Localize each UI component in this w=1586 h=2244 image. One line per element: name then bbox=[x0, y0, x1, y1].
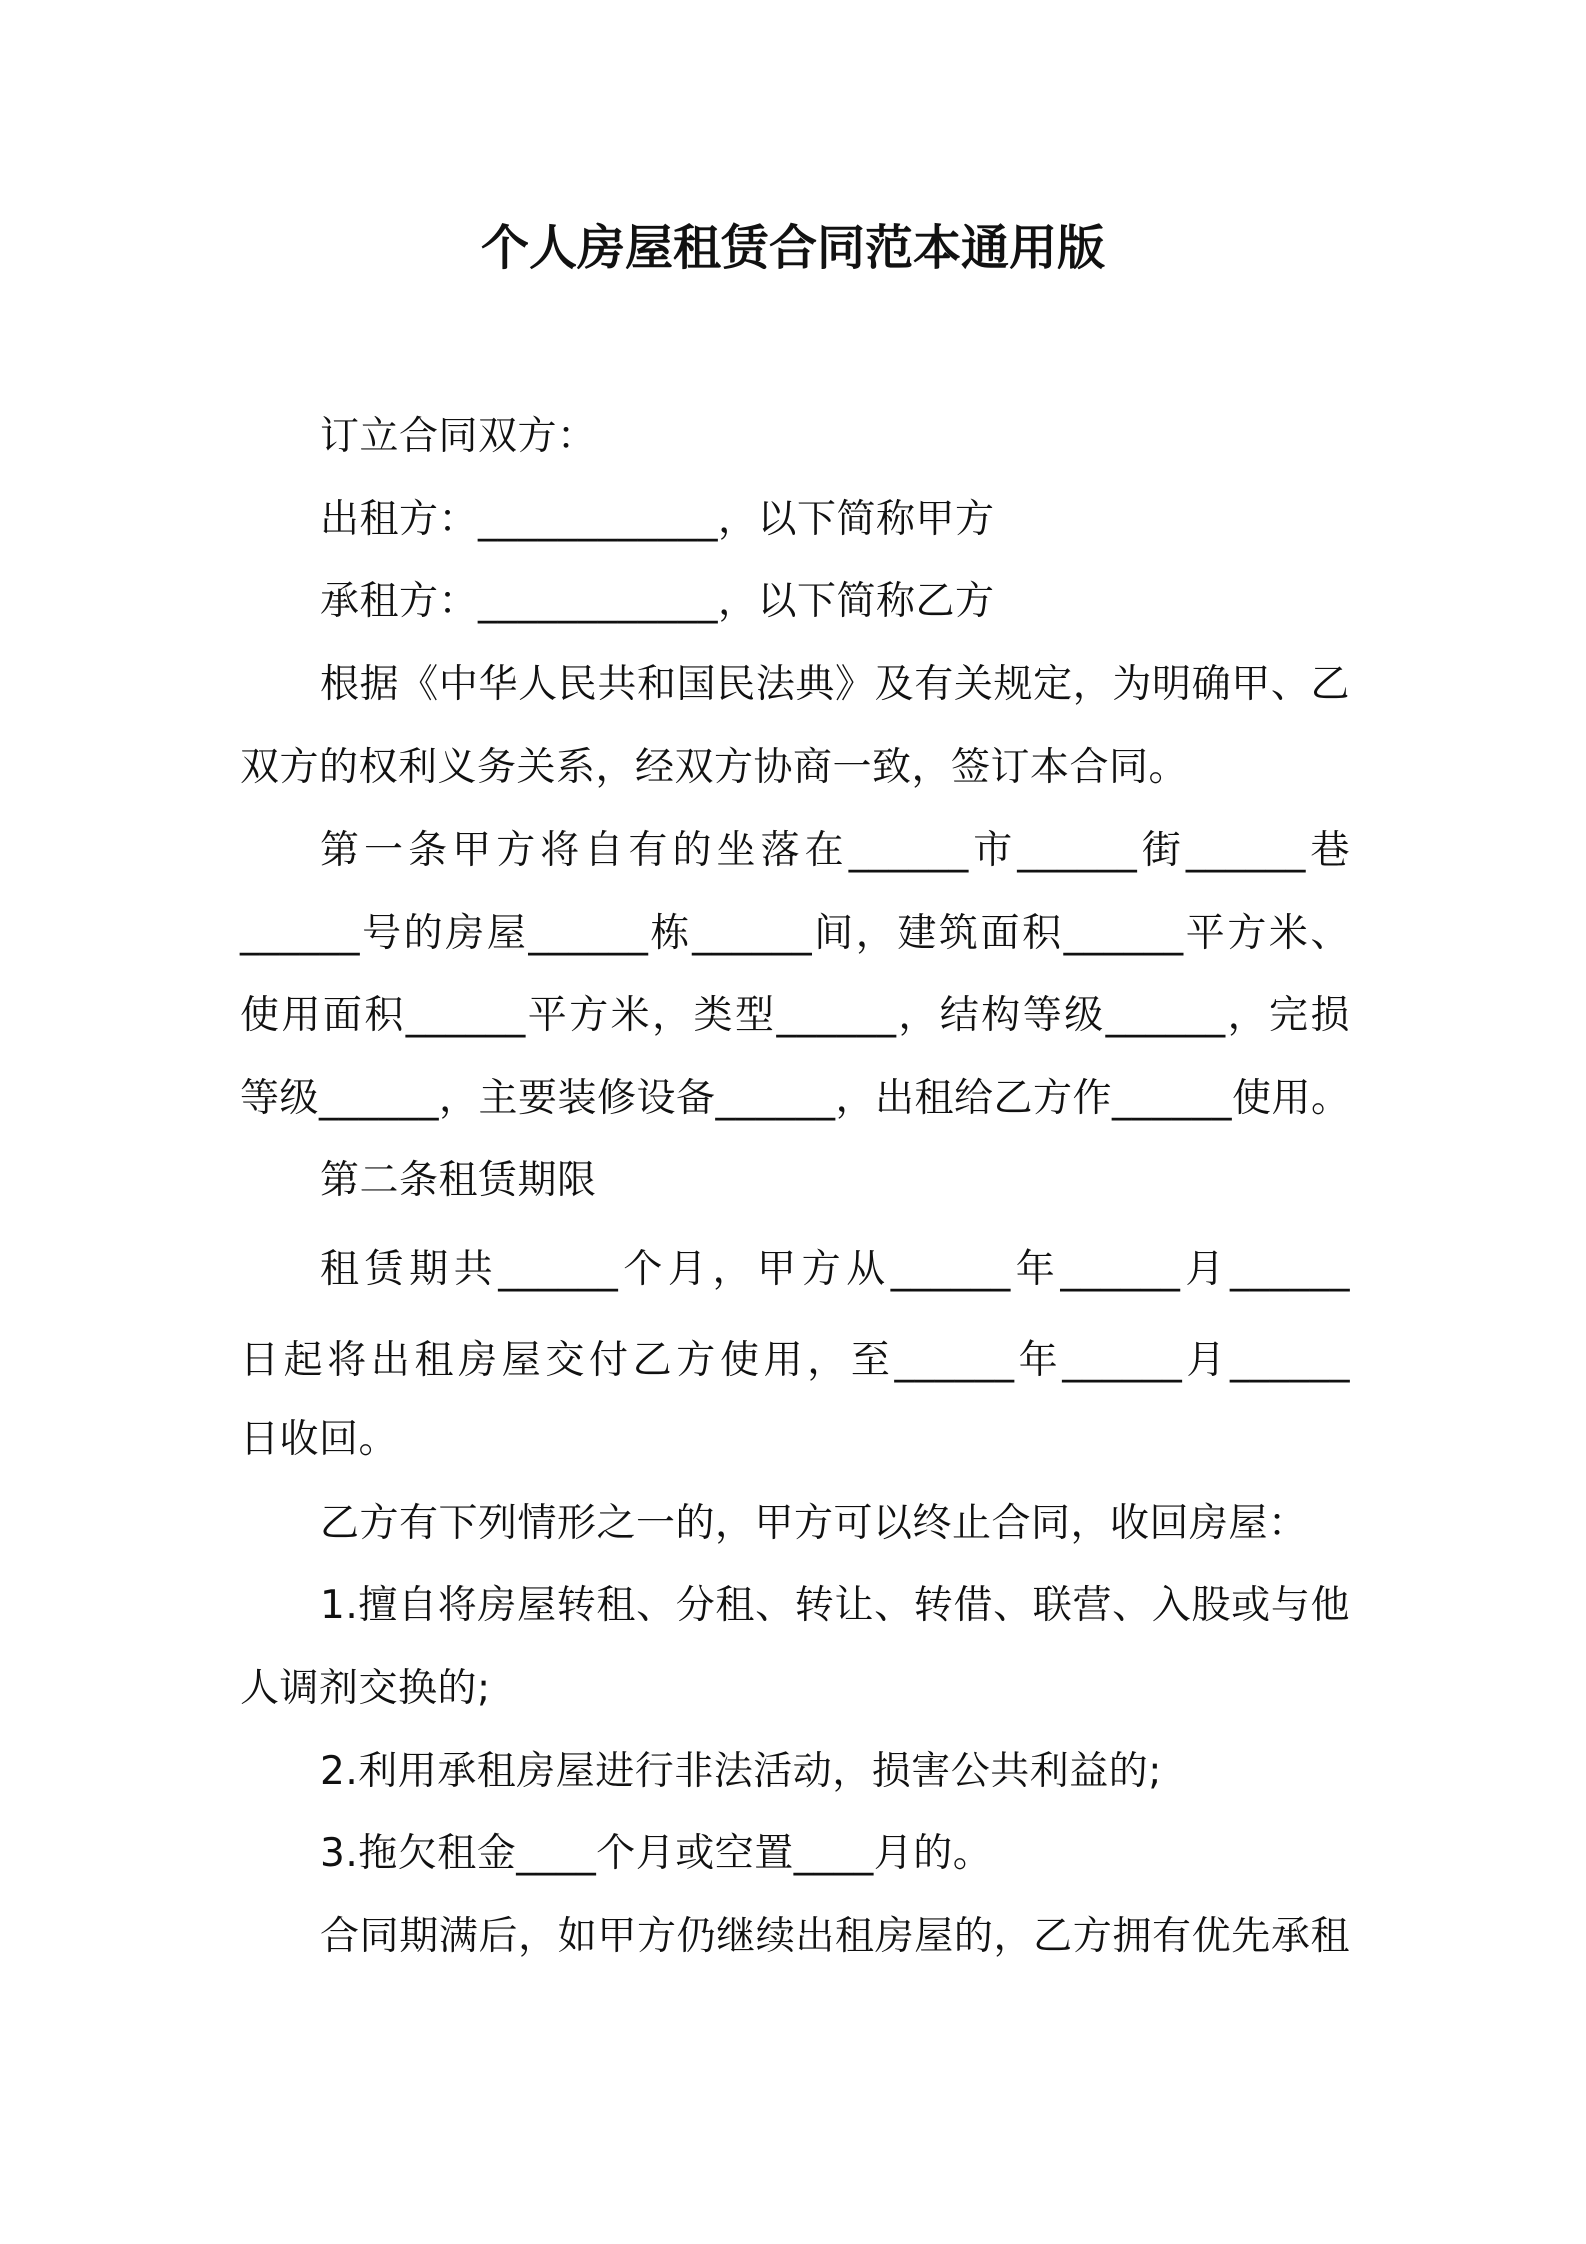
paragraph-line: 双方的权利义务关系，经双方协商一致，签订本合同。 bbox=[240, 745, 1189, 790]
paragraph-line: 合同期满后，如甲方仍继续出租房屋的，乙方拥有优先承租 bbox=[320, 1914, 1350, 1959]
document-title: 个人房屋租赁合同范本通用版 bbox=[480, 220, 1105, 276]
paragraph-line: 使用面积______平方米，类型______，结构等级______，完损 bbox=[240, 993, 1350, 1038]
paragraph-line: 第一条甲方将自有的坐落在______市______街______巷 bbox=[320, 828, 1350, 873]
paragraph-line: 日收回。 bbox=[240, 1417, 399, 1462]
paragraph-line: 订立合同双方： bbox=[320, 414, 597, 459]
paragraph-line: 乙方有下列情形之一的，甲方可以终止合同，收回房屋： bbox=[320, 1501, 1308, 1546]
paragraph-line: 人调剂交换的; bbox=[240, 1666, 491, 1711]
paragraph-line: 第二条租赁期限 bbox=[320, 1158, 597, 1203]
paragraph-line: 承租方：____________，以下简称乙方 bbox=[320, 579, 995, 624]
paragraph-line: 日起将出租房屋交付乙方使用，至______年______月______ bbox=[240, 1338, 1350, 1383]
paragraph-line: 租赁期共______个月，甲方从______年______月______ bbox=[320, 1247, 1350, 1292]
paragraph-line: ______号的房屋______栋______间，建筑面积______平方米、 bbox=[240, 911, 1350, 956]
paragraph-line: 3.拖欠租金____个月或空置____月的。 bbox=[320, 1831, 993, 1876]
paragraph-line: 2.利用承租房屋进行非法活动，损害公共利益的; bbox=[320, 1749, 1162, 1794]
paragraph-line: 根据《中华人民共和国民法典》及有关规定，为明确甲、乙 bbox=[320, 662, 1350, 707]
paragraph-line: 出租方：____________，以下简称甲方 bbox=[320, 497, 995, 542]
paragraph-line: 1.擅自将房屋转租、分租、转让、转借、联营、入股或与他 bbox=[320, 1583, 1350, 1628]
paragraph-line: 等级______，主要装修设备______，出租给乙方作______使用。 bbox=[240, 1076, 1351, 1121]
